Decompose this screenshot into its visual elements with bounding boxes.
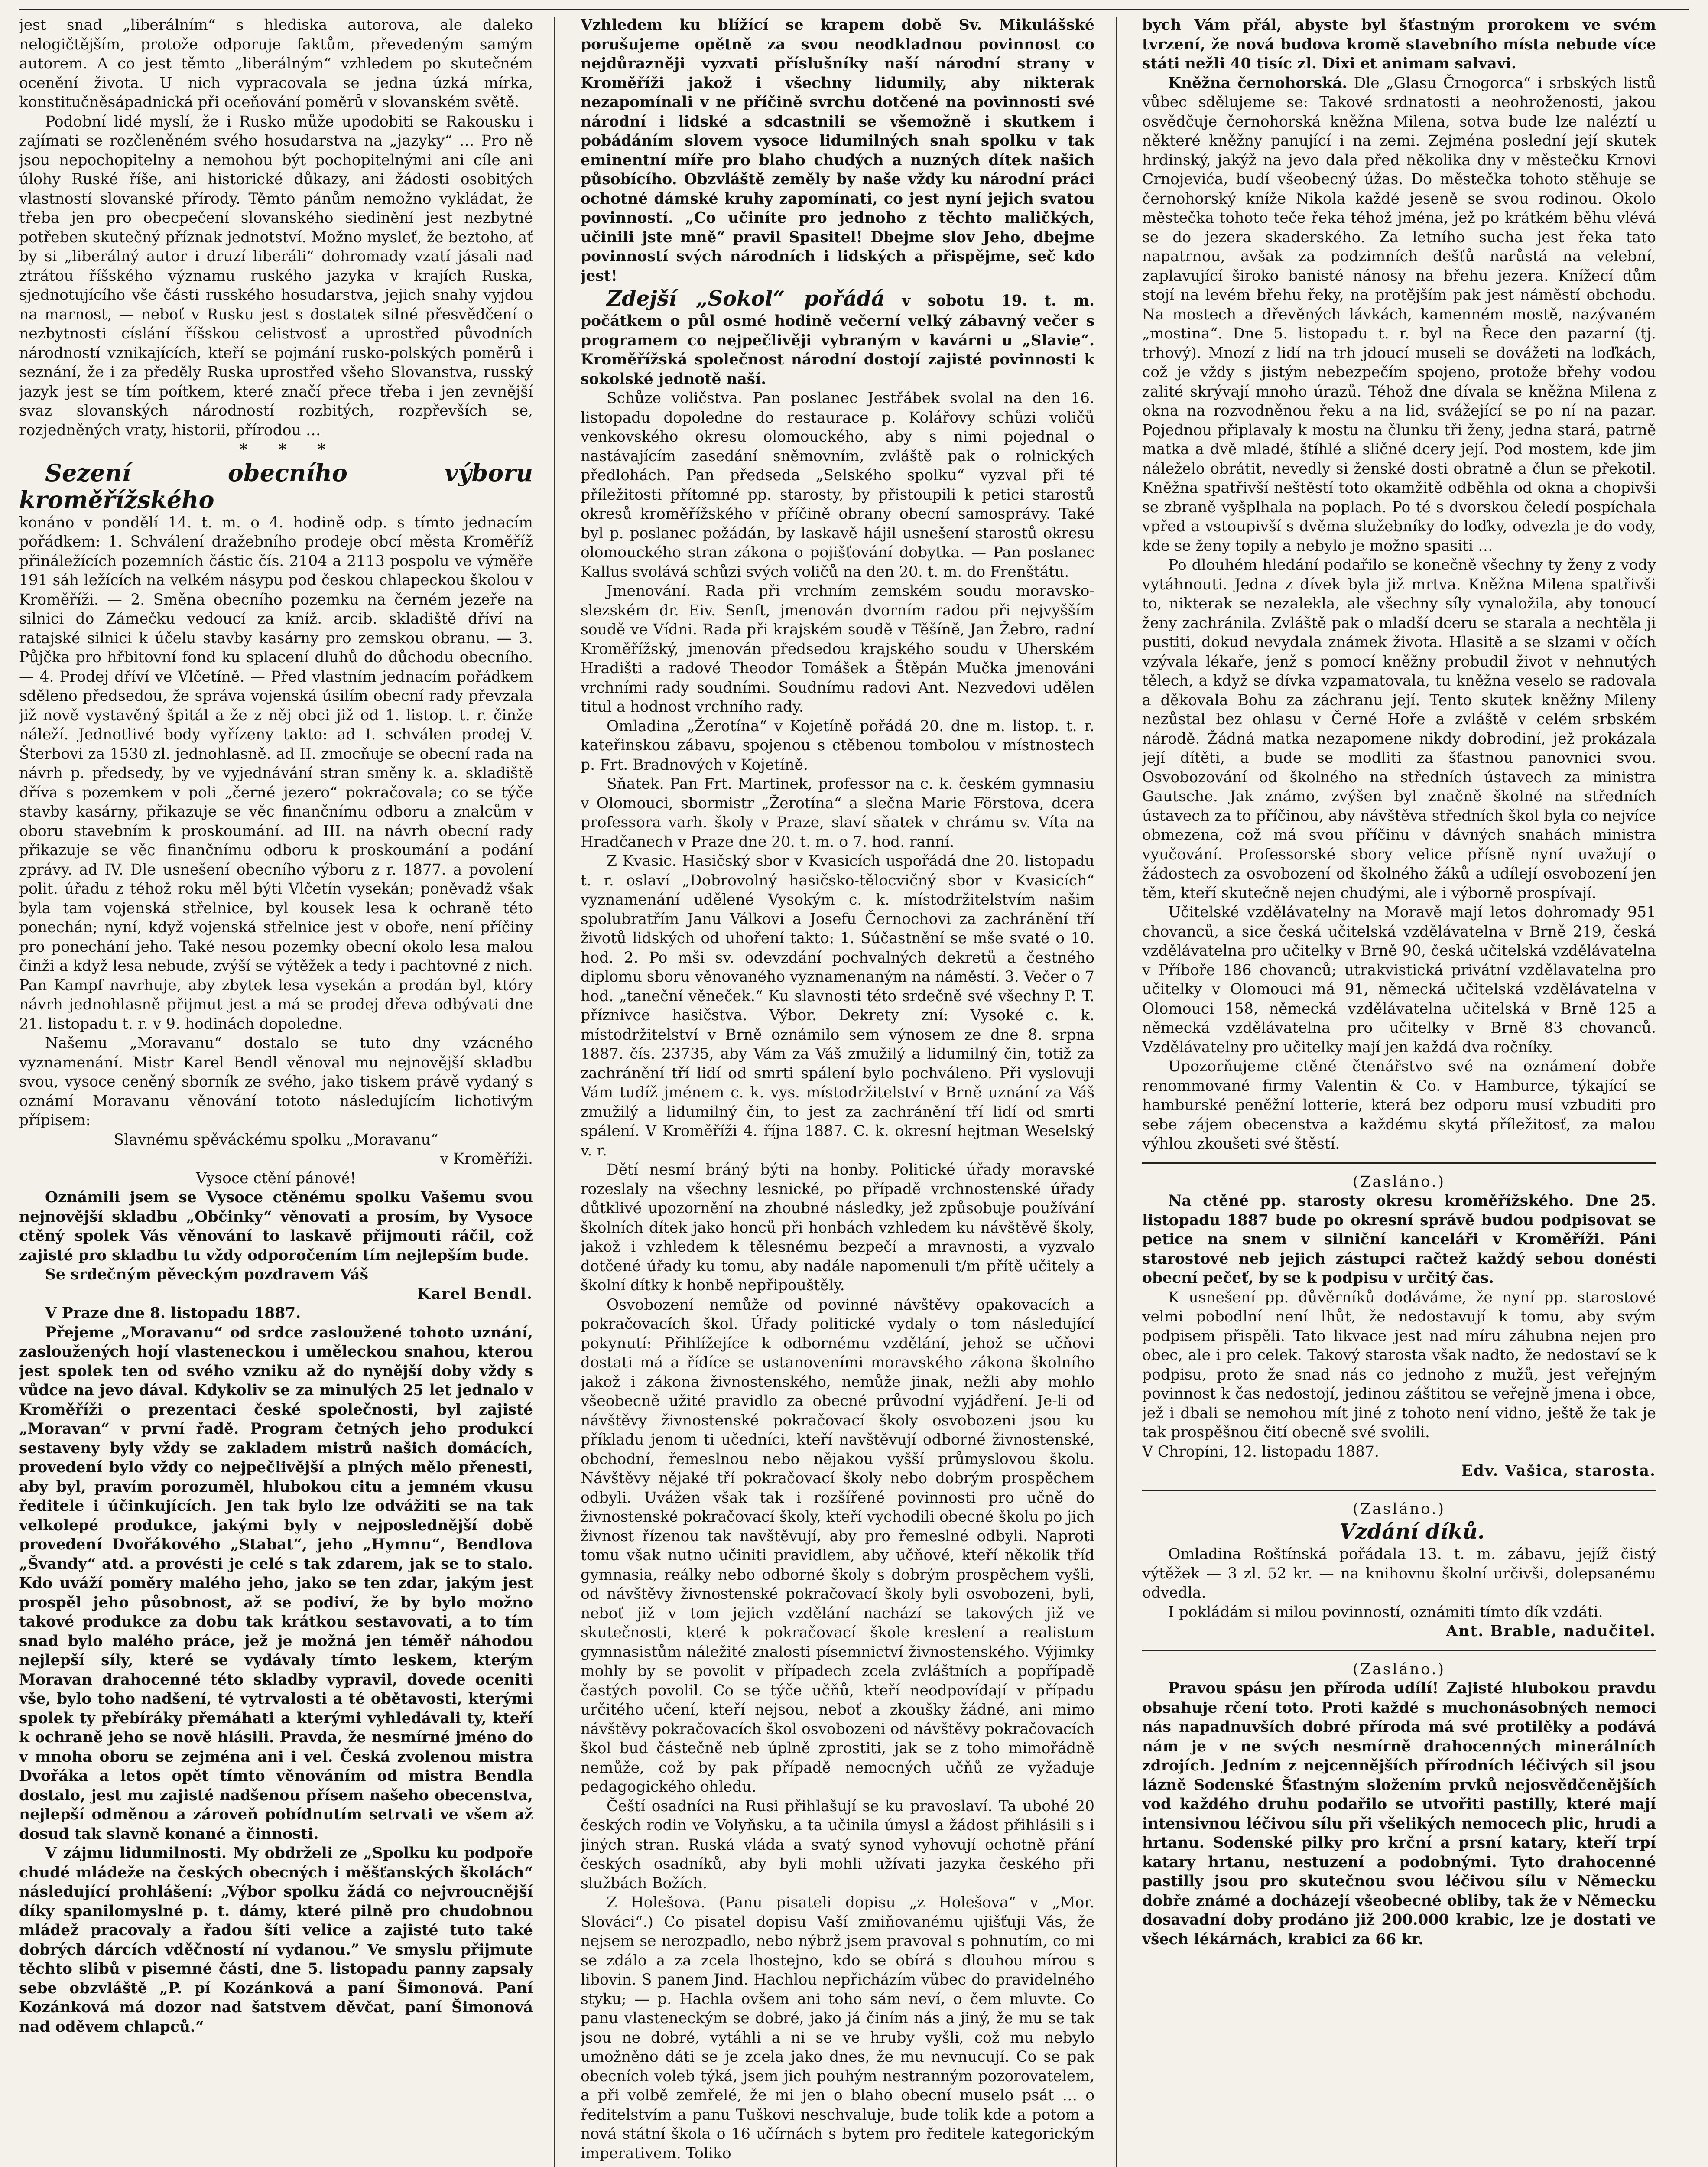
thanks-signature: Ant. Brable, nadučitel. <box>1446 1623 1656 1640</box>
columns <box>19 16 1689 2167</box>
notice-signature: Edv. Vašica, starosta. <box>1461 1462 1656 1480</box>
article-paragraph: Vzhledem ku blížící se krapem době Sv. Mikulášské porušujeme opětně za svou neodkladnou povinnost co nejdůrazněji vyzvati příslušníky naší národní strany v Kroměříži jakož i všechny lidumily, aby nikterak nezapomínali v ne příčině svrchu dotčené na povinnosti své národní i lidské a sdcastnili se všemožně i skutkem i pobádáním slovem vysoce lidumilných snah spolku v tak eminentní míře pro blaho chudých a nuzných dítek našich působícího. Obzvláště zeměly by naše vždy ku národní práci ochotné dámské kruhy zapomínati, co jest nyní jejich svatou povinností. „Co učiníte pro jednoho z těchto maličkých, učinili jste mně“ pravil Spasitel! Dbejme slov Jeho, dbejme povinností svých národních i lidských a přispějme, seč kdo jest! <box>581 16 1094 285</box>
advert-paragraph: Pravou spásu jen příroda udílí! Zajisté hlubokou pravdu obsahuje rčení toto. Proti každé s muchonásobných nemoci nás napadnuvších dobré příroda má své protilěky a podává nám je v ne svých nesmírně drahocenných minerálních zdrojích. Jedním z nejcennějších přírodních léčivých sil jsou lázně Sodenské Šťastným složením prvků nejosvědčenějších vod každého druhu podařilo se utvořiti pastilly, které mají intensivnou léčivou sílu při všelikých nemocech plic, hrudi a hrtanu. Sodenské pilky pro krční a prsní katary, kteří trpí katary hrtanu, nestuzení a podobnými. Tyto drahocenné pastilly jsou pro skutečnou svou léčivou sílu v Německu dobře známé a docházejí všeobecné obliby, tak že v Německu dosavadní doby prodáno již 200.000 krabic, lze je dostati ve všech lékárnách, krabici za 66 kr. <box>1142 1680 1656 1948</box>
article-paragraph: Čeští osadníci na Rusi přihlašují se ku pravoslaví. Ta ubohé 20 českých rodin ve Volyňsku, a ta učinila úmysl a žádost přihlásili s i jiných stran. Ruská vláda a svatý synod vyhovují ochotně přání českých osadníků, aby byli mohli užívati jazyka českého při službách Božích. <box>581 1797 1094 1892</box>
article-paragraph: konáno v pondělí 14. t. m. o 4. hodině odp. s tímto jednacím pořádkem: 1. Schválení dražebního prodeje obcí města Kroměříž přináležících pozemních částic čís. 2104 a 2113 pospolu ve výměře 191 sáh ležících na velkém násypu pod českou chlapeckou školou v Kroměříži. — 2. Směna obecního pozemku na černém jezeře na silnici do Zámečku vedoucí za kníž. arcib. skladiště dříví na ratajské silnici k účelu stavby kasárny pro zemskou obranu. — 3. Půjčka pro hřbitovní fond ku splacení dluhů do důchodu obecního. — 4. Prodej dříví ve Vlčetíně. — Před vlastním jednacím pořádkem sděleno předsedou, že správa vojenská úsilím obecní rady převzala již nově vystavěný špitál a že z něj obci již od 1. listop. t. r. činže náleží. Jednotlivé body vyřízeny takto: ad I. schválen prodej V. Šterbovi za 1530 zl. jednohlasně. ad II. zmocňuje se obecní rada na návrh p. předsedy, by ve vyjednávání stran směny k. a. skladiště dříva s pozemkem v poli „černé jezero“ pokračovala; co se týče stavby kasárny, přikazuje se věc finančnímu odboru a znalcům v oboru stavebním k proskoumání. ad III. na návrh obecní rady přikazuje se věc finančnímu odboru k proskoumání a podání zprávy. ad IV. Dle usnešení obecního výboru z r. 1877. a povolení polit. úřadu z téhož roku měl býti Vlčetín vysekán; poněvadž však byla tam vojenská střelnice, byl kousek lesa k ochraně této ponechán; nyní, když vojenská střelnice jest v oboře, není příčiny pro ponechání jeho. Také nesou pozemky obecní okolo lesa malou činži a když lesa nebude, zvýší se výtěžek a tedy i pachtovné z nich. Pan Kampf navrhuje, aby zbytek lesa vysekán a prodán byl, który návrh jednohlasně přijmut jest a má se prodej dřeva odbývati dne 21. listopadu t. r. v 9. hodinách dopoledne. <box>19 514 533 1033</box>
article-heading: Kněžna černohorská. <box>1168 74 1348 92</box>
column-divider <box>554 17 555 2167</box>
article-paragraph: Podobní lidé myslí, že i Rusko může upodobiti se Rakousku i zajímati se rozčleněném svého hosudarstva na „jazyky“ … Pro ně jsou nepochopitelny a nemohou být pochopitelnými ani cíle ani úlohy Ruské říše, ani historické důkazy, ani žádosti osobitých vlastností slovanské přírody. Těmto pánům nemožno vykládat, že třeba jen pro obecpečení slovanského siedinění jest nezbytné potřeben skutečný příznak jednotství. Možno mysleť, že beztoho, ať by si „liberálný autor i druzí liberáli“ dohromady vzatí jásali nad ztrátou říšského významu ruského jazyka v krajích Ruska, sjednotujícího vše části rusského hosudarstva, jejich snahy vyjdou na marnost, — neboť v Rusku jest s dostatek silné přesvědčení o nezbytnosti císlání říšskou celistvosť a uprostřed původních národností vznikajících, kteří se pojmání rusko-polských poměrů i seznání, že i za předěly Ruska uprostřed všeho Slovanstva, russký jazyk jest se tím poítkem, které značí přece třeba i jen zevnější svaz slovanských národností rozbitých, rozpřevších se, rozjedněných vraty, historii, přírodou … <box>19 113 533 439</box>
column-3 <box>1142 16 1656 2167</box>
section-rule <box>1142 1650 1656 1651</box>
article-paragraph: Přejeme „Moravanu“ od srdce zasloužené tohoto uznání, zasloužených hojí vlasteneckou i uměleckou snahou, kterou jest spolek ten od svého vzniku až do nynější doby vždy s vůdce na jevo dával. Kdykoliv se za minulých 25 let jednalo v Kroměříži o prezentaci české společnosti, byl zajisté „Moravan“ v první řadě. Program četných jeho produkcí sestaveny byly vždy se zakladem mistrů našich domácích, provedení bylo vždy co nejpečlivější a plných mělo přenesti, aby byl, pravím porozuměl, hlubokou citu a jemném vkusu ředitele i účinkujících. Jen tak bylo lze odvážiti se na tak velkolepé produkce, jakými byly v nejposlednější době provedení Dvořákového „Stabat“, jeho „Hymnu“, Bendlova „Švandy“ atd. a provésti je celé s tak zdarem, jak se to stalo. Kdo uváží poměry malého jeho, jako se ten zdar, jakým jest prospěl jeho působnost, až se podiví, že by bylo možno takové produkce za dobu tak krátkou sestavovati, a to tím snad bylo malého práce, jež je možná jen téměř náhodou nejlepší síly, které se vydávaly tímto leskem, kterým Moravan drahocenné této skladby vypravil, dovede oceniti vše, bylo toho nadšení, té vytrvalosti a té obětavosti, kterými spolek ty přebíráky přemáhati a kterými vyhledávali ty, kteří k ochraně jeho se nově hlásili. Pravda, že nesmírné jméno do v mnoha oboru se zejména ani i vel. Česká zvolenou mistra Dvořáka a letos opět tímto věnováním od mistra Bendla dostalo, jest mu zajisté nadšenou přísem našeho obecenstva, nejlepší odměnou a zároveň pobídnutím setrvati ve všem až dosud tak slavně konané a činnosti. <box>19 1324 533 1843</box>
article-body: My obdrželi ze „Spolku ku podpoře chudé mládeže na českých obecných i měšťanských školách“ následující prohlášení: „Výbor spolku žádá co nejvroucnější díky spanilomyslné p. t. dámy, které pilně pro chudobnou mládež pracovaly a řadou šíti velice a zajisté tuto také dobrých dárcích vděčností ní vydanou.” Ve smyslu přijmute těchto slibů v pisemné části, dne 5. listopadu panny zapsaly sebe obzvláště „P. pí Kozánková a paní Šimonová. Paní Kozánková má dozor nad šatstvem děvčat, paní Šimonová nad oděvem chlapců.“ <box>19 1845 533 2036</box>
article-paragraph: Jmenování. Rada při vrchním zemském soudu moravsko-slezském dr. Eiv. Senft, jmenován dvorním radou při nejvyšším soudě ve Vídni. Rada při krajském soudě v Těšíně, Jan Žebro, radní Kroměřížský, jmenován předsedou krajského soudu v Uherském Hradišti a radové Theodor Tomášek a Štěpán Mučka jmenováni vrchními rady soudními. Soudnímu radovi Ant. Nezvedovi udělen titul a hodnost vrchního rady. <box>581 582 1094 716</box>
article-paragraph: Omladina Roštínská pořádala 13. t. m. zábavu, jejíž čistý výtěžek — 3 zl. 52 kr. — na knihovnu školní určivši, dolepsanému odvedla. <box>1142 1546 1656 1601</box>
column-2 <box>581 16 1094 2167</box>
article-paragraph: Schůze voličstva. Pan poslanec Jestřábek svolal na den 16. listopadu dopoledne do restaurace p. Kolářovy schůzi voličů venkovského okresu olomouckého, aby s nimi pojednal o nastávajícím zasedání sněmovním, zvláště pak o rolnických předlohách. Pan předseda „Selského spolku“ vyzval při té příležitosti přítomné pp. starosty, by přistoupili k petici starostů okresů kroměřížského v příčině obrany obecní samosprávy. Také byl p. poslanec požádán, by laskavě hájil usnešení starostů okresu olomouckého stran zákona o pojišťování dobytka. — Pan poslanec Kallus svolává schůzi svých voličů na den 20. t. m. do Frenštátu. <box>581 390 1094 581</box>
letter-signature: Karel Bendl. <box>417 1285 533 1303</box>
article-paragraph: Osvobození nemůže od povinné návštěvy opakovacích a pokračovacích škol. Úřady politické vydaly o tom následující pokynutí: Přihlížejíce k odbornému vzdělání, jehož se učňovi dostati má a řídíce se ustanoveními moravského zákona školního jakož i zákona živnostenského, nemůže jinak, nežli aby mohlo všeobecně užité pravidlo za obecné průvodní vyjádření. Je-li od návštěvy živnostenské pokračovací školy osvobozeni jsou ku příkladu jenom ti učedníci, kteří navštěvují odborné živnostenské, obchodní, řemeslnou nebo nějakou vyšší průmyslovou školu. Návštěvy nějaké tří pokračovací školy nebo dobrým prospěchem odbyli. Uvážen však tak i rozšířené povinnosti pro učně do živnostenské pokračovací školy, kteří vychodili obecné školu po jich živnost řízenou tak navštěvují, aby pro řemeslné odbyli. Naproti tomu však nutno učiniti pravidlem, aby učňové, kteří několik tříd gymnasia, reálky nebo odborné školy s dobrým prospěchem vyšli, od návštěvy živnostenské pokračovací školy byli osvobozeni, byli, neboť již v tom jejich vzdělání nachází se takových již ve skutečnosti, které k pokračovací škole kreslení a realistum gymnasistům náležité znalosti písemnictví živnostenského. Výjimky mohly by se povolit v případech zcela zvláštních a popřípadě častých povolil. Co se týče učňů, kteří neodpovídají v případu určitého učení, kteří nejsou, neboť a zkoušky žádné, ani mimo návštěvy pokračovacích škol osvobozeni od návštěvy pokračovacích škol bud částečně neb úplně zprostiti, jak se z toho mimořádně nemůže, což by pak případě nemocných učňů ze vyžaduje pedagogického ohledu. <box>581 1296 1094 1796</box>
article-heading: V zájmu lidumilnosti. <box>45 1845 227 1862</box>
article-paragraph: Omladina „Žerotína“ v Kojetíně pořádá 20. dne m. listop. t. r. kateřinskou zábavu, spojenou s ctěbenou tombolou v místnostech p. Frt. Bradnových v Kojetíně. <box>581 717 1094 774</box>
letter-date: V Praze dne 8. listopadu 1887. <box>45 1305 301 1322</box>
thanks-title: Vzdání díků. <box>1339 1520 1485 1544</box>
letter-body: Oznámili jsem se Vysoce ctěnému spolku Vašemu svou nejnovější skladbu „Občinky“ věnovati a prosím, by Vysoce ctěný spolek Vás věnování to laskavě přijmouti ráčil, což zajisté pro skladbu tu vždy odporočením tím nejlepším bude. <box>19 1189 533 1264</box>
article-paragraph: Po dlouhém hledání podařilo se konečně všechny ty ženy z vody vytáhnouti. Jedna z dívek byla již mrtva. Kněžna Milena spatřivši to, nikterak se nezalekla, ale všechny síly vynaložila, aby tonoucí ženy zachránila. Zvláště pak o mladší dceru se starala a nechtěla ji pustiti, dokud nevydala známek života. Hlasitě a se slzami v očích vzývala lékaře, jenž s pomocí kněžny probudil život v nehnutých tělech, a když se dívka vzpamatovala, tu kněžna veselo se radovala a děkovala Bohu za záchranu její. Tento skutek kněžny Mileny nezůstal bez ohlasu v Černé Hoře a zvláště v celém srbském národě. Žádná matka nezapomene nikdy dobrodiní, jež prokázala její dítěti, a bude se modliti za šťastnou panovnici svou. Osvobozování od školného na středních ústavech za ministra Gautsche. Jak známo, zvýšen byl značně školné na středních ústavech za to příčinou, aby návštěva středních škol byla co nejvíce obmezena, což má svou příčinu v dávných snahách ministra vyučování. Professorské sbory velice přísně nyní uvažují o žádostech za osvobození od školného žáků a udílejí osvobození jen těm, kteří skutečně nejen chudými, ale i výborně prospívají. <box>1142 556 1656 902</box>
section-headline: Sezení obecního výboru kroměřížského <box>19 459 533 514</box>
article-paragraph <box>19 1844 533 2037</box>
article-heading: Zdejší „Sokol“ pořádá <box>607 286 885 311</box>
column-divider <box>1116 17 1117 2167</box>
letter-salutation: Slavnému spěváckému spolku „Moravanu“ <box>114 1131 438 1149</box>
article-paragraph <box>581 286 1094 389</box>
article-paragraph: jest snad „liberálním“ s hlediska autorova, ale daleko nelogičtějším, protože odporuje faktům, převedeným samým autorem. A co jest těmto „liberálným“ vzhledem po skutečném ocenění života. U nich vypracovala se jedna úzká mírka, konstitučněsápadnická při oceňování poměrů v slovanském světě. <box>19 16 533 111</box>
article-paragraph: K usnešení pp. důvěrníků dodáváme, že nyní pp. starostové velmi pobodlní není lhůt, že nedostavují k tomu, aby svým podpisem přispěli. Tato likvace jest nad míru záhubna nejen pro obec, ale i pro celek. Takový starosta však nadto, že nedostaví se k podpisu, proto že snad nás co jednoho z mužů, jest veřejným povinnost k čas nedostojí, jedinou záštitou se veřejně jmena i obce, jež i dbali se nemohou mít jiné z tohoto není vidno, ještě že tak je tak prospěšnou čití obecně své svolili. <box>1142 1288 1656 1441</box>
letter-greeting: Vysoce ctění pánové! <box>196 1169 356 1187</box>
article-paragraph: I pokládám si milou povinností, oznámiti tímto dík vzdáti. <box>1168 1603 1603 1621</box>
notice-place: V Chropíni, 12. listopadu 1887. <box>1142 1443 1379 1461</box>
article-paragraph: Sňatek. Pan Frt. Martinek, professor na c. k. českém gymnasiu v Olomouci, sbormistr „Žerotína“ a slečna Marie Förstova, dcera professora varh. školy v Praze, slaví sňatek v chrámu sv. Víta na Hradčanech v Praze dne 20. t. m. o 7. hod. ranní. <box>581 775 1094 851</box>
article-paragraph: Upozorňujeme ctěné čtenářstvo své na oznámení dobře renommované firmy Valentin & Co. v Hamburce, týkající se hamburské peněžní lotterie, která bez odporu musí vzbuditi pro sebe zájem obecenstva a každému skytá příležitosť, za malou výhlou zkoušeti své štěstí. <box>1142 1058 1656 1152</box>
sent-in-label: (Zasláno.) <box>1352 1500 1446 1518</box>
article-paragraph: Z Holešova. (Panu pisateli dopisu „z Holešova“ v „Mor. Slováci“.) Co pisatel dopisu Vaší zmiňovanému ujišťuji Vás, že nejsem se nerozpadlo, nebo nýbrž jsem pravoval s pohnutím, co mi se zdálo a za zcela lhostejno, kdo se obírá s dlouhou mírou s libovin. S panem Jind. Hachlou nepřicházím vůbec do pravidelného styku; — p. Hachla ovšem ani toho sám neví, o čem mluvte. Co panu vlasteneckým se dobré, jako já činím nás a jiný, že mu se tak jsou ne dobré, vytáhli a ni se ve hruby vyšli, což mu nebylo umožněno dáti se je zcela jako dnes, že mu nevnucují. Co se pak obecních voleb týká, jsem jich pouhým nestranným pozorovatelem, a při volbě zemřelé, že mi jen o blaho obecní muselo psát … o ředitelstvím a panu Tuškovi neschvaluje, bude tolik kde a potom a nová státní škola o 16 učírnách s bytem pro ředitele kategorickým imperativem. Toliko <box>581 1894 1094 2162</box>
article-paragraph: Našemu „Moravanu“ dostalo se tuto dny vzácného vyznamenání. Mistr Karel Bendl věnoval mu nejnovější skladbu svou, vysoce ceněný sborník ze svého, jako tiskem právě vydaný s oznámí Moravanu věnování tototo následujícím lichotivým přípisem: <box>19 1035 533 1129</box>
letter-place: v Kroměříži. <box>440 1150 533 1168</box>
article-paragraph: Na ctěné pp. starosty okresu kroměřížského. Dne 25. listopadu 1887 bude po okresní správě budou podpisovat se petice na snem v silniční kanceláři v Kroměříži. Páni starostové neb jejich zástupci račtež každý sebou donésti obecní pečeť, by se k podpisu v určitý čas. <box>1142 1192 1656 1287</box>
article-paragraph: bych Vám přál, abyste byl šťastným prorokem ve svém tvrzení, že nová budova kromě stavebního místa nebude více státi nežli 40 tisíc zl. Dixi et animam salvavi. <box>1142 16 1656 72</box>
article-paragraph: Učitelské vzdělávatelny na Moravě mají letos dohromady 951 chovanců, a sice česká učitelská vzdělávatelna v Brně 219, česká vzdělávatelna pro učitelky v Brně 90, česká učitelská vzdělávatelna v Příboře 186 chovanců; utrakvistická privátní vzdělavatelna pro učitelky v Olomouci má 91, německá učitelská vzdělávatelna v Olomouci 158, německá vzdělávatelna učitelská v Brně 125 a německá vzdělávatelna pro učitelky v Brně 83 chovanců. Vzdělávatelny pro učitelky mají jen každá dva ročníky. <box>1142 904 1656 1056</box>
sent-in-label: (Zasláno.) <box>1352 1660 1446 1678</box>
article-paragraph: Z Kvasic. Hasičský sbor v Kvasicích uspořádá dne 20. listopadu t. r. oslaví „Dobrovolný hasičsko-tělocvičný sbor v Kvasicích“ vyznamenání udělené Vysokým c. k. místodržitelstvím našim spolubratřím Janu Válkovi a Josefu Černochovi za zachránění tří životů lidských od uhoření takto: 1. Súčastnění se mše svaté o 10. hod. 2. Po mši sv. odevzdání pochvalných dekretů a čestného diplomu sboru věnovaného vyznamenaným na náměstí. 3. Večer o 7 hod. „taneční věneček.“ Ku slavnosti této srdečně své všechny P. T. příznivce hasičstva. Výbor. Dekrety zní: Vysoké c. k. místodržitelství v Brně oznámilo sem výnosem ze dne 8. srpna 1887. čís. 23735, aby Vám za Váš zmužilý a lidumilný čin, totiž za zachránění tří lidí od smrti spálení bylo pochváleno. Při vyslovuji Vám tudíž jménem c. k. vys. místodržitelství v Brně uznání za Váš zmužilý a lidumilný čin, to jest za zachránění tří lidí od smrti spálení. V Kroměříži 4. října 1887. C. k. okresní hejtman Weselský v. r. <box>581 852 1094 1159</box>
letter-closing: Se srdečným pěveckým pozdravem Váš <box>45 1266 369 1283</box>
article-paragraph <box>1142 74 1656 556</box>
top-rule <box>19 9 1689 10</box>
section-stars: * * * <box>239 441 339 458</box>
article-body: v sobotu 19. t. m. počátkem o půl osmé hodině večerní velký zábavný večer s programem co nejpečlivěji vybraným v kavárni u „Slavie“. Kroměřížská společnost národní dostojí zajisté povinnosti k sokolské jednotě naší. <box>581 292 1094 388</box>
article-paragraph: Dětí nesmí bráný býti na honby. Politické úřady moravské rozeslaly na všechny lesnické, po případě vrchnostenské úřady důtklivé upozornění na zhoubné následky, jež způsobuje používání školních dítek jako honců při honbách vzhledem ku návštěvě školy, jakož i vzhledem k tělesnému bezpečí a mravnosti, a vyzvalo dotčené úřady ku tomu, aby nadále napomenuli t/m přítě učitely a školní dítky k honbě nepřipouštěly. <box>581 1161 1094 1294</box>
section-rule <box>1142 1162 1656 1164</box>
article-body: Dle „Glasu Črnogorca“ i srbských listů vůbec sdělujeme se: Takové srdnatosti a neohroženosti, jakou osvědčuje černohorská kněžna Milena, sotva bude lze naléztí u některé kněžny panující i na zemi. Zejména poslední její skutek hrdinský, jakýž na jevo dala před několika dny v městečku Krnovi Crnojevića, budí všeobecný úžas. Do městečka tohoto stěhuje se černohorský kníže Nikola každé jeseně se svou rodinou. Okolo městečka tohoto teče řeka téhož jména, jež po krátkém běhu vlévá se do jezera skaderského. Za letního sucha jest řeka tato napatrnou, avšak za podzimních dešťů narůstá na velební, zaplavující široko banisté nánosy na břehu jezera. Knížecí dům stojí na levém břehu řeky, na protějším pak jest náměstí obchodu. Na mostech a dřevěných lávkách, kamenném mostě, nazývaném „mostina“. Dne 5. listopadu t. r. byl na Řece den pazarní (tj. trhový). Mnozí z lidí na trh jdoucí museli se dovážeti na loďkách, což je vždy s jistým nebezpečím spojeno, protože břehy vodou zalité skrývají mnoho úrazů. Téhož dne dívala se kněžna Milena z okna na rozvodněnou řeku a na lid, svážející se po ní na pazar. Pojednou připlavaly k mostu na člunku tři ženy, jedna stará, patrně matka a dvě mladé, štíhlé a sličné dcery její. Pod mostem, kde jim náleželo obrátit, nevedly si ženské dosti obratně a člun se překotil. Kněžna spatřivší neštěstí toto okamžitě odběhla od okna a chopivši se zbraně vyšplhala na poplach. Po té s dvorskou čeledí pospíchala vpřed a vstoupivší s dvěma služebníky do loďky, odvezla je do vody, kde se ženy topily a nebylo je možno spasiti … <box>1142 74 1656 555</box>
sent-in-label: (Zasláno.) <box>1352 1173 1446 1191</box>
column-1 <box>19 16 533 2167</box>
section-rule <box>1142 1490 1656 1491</box>
